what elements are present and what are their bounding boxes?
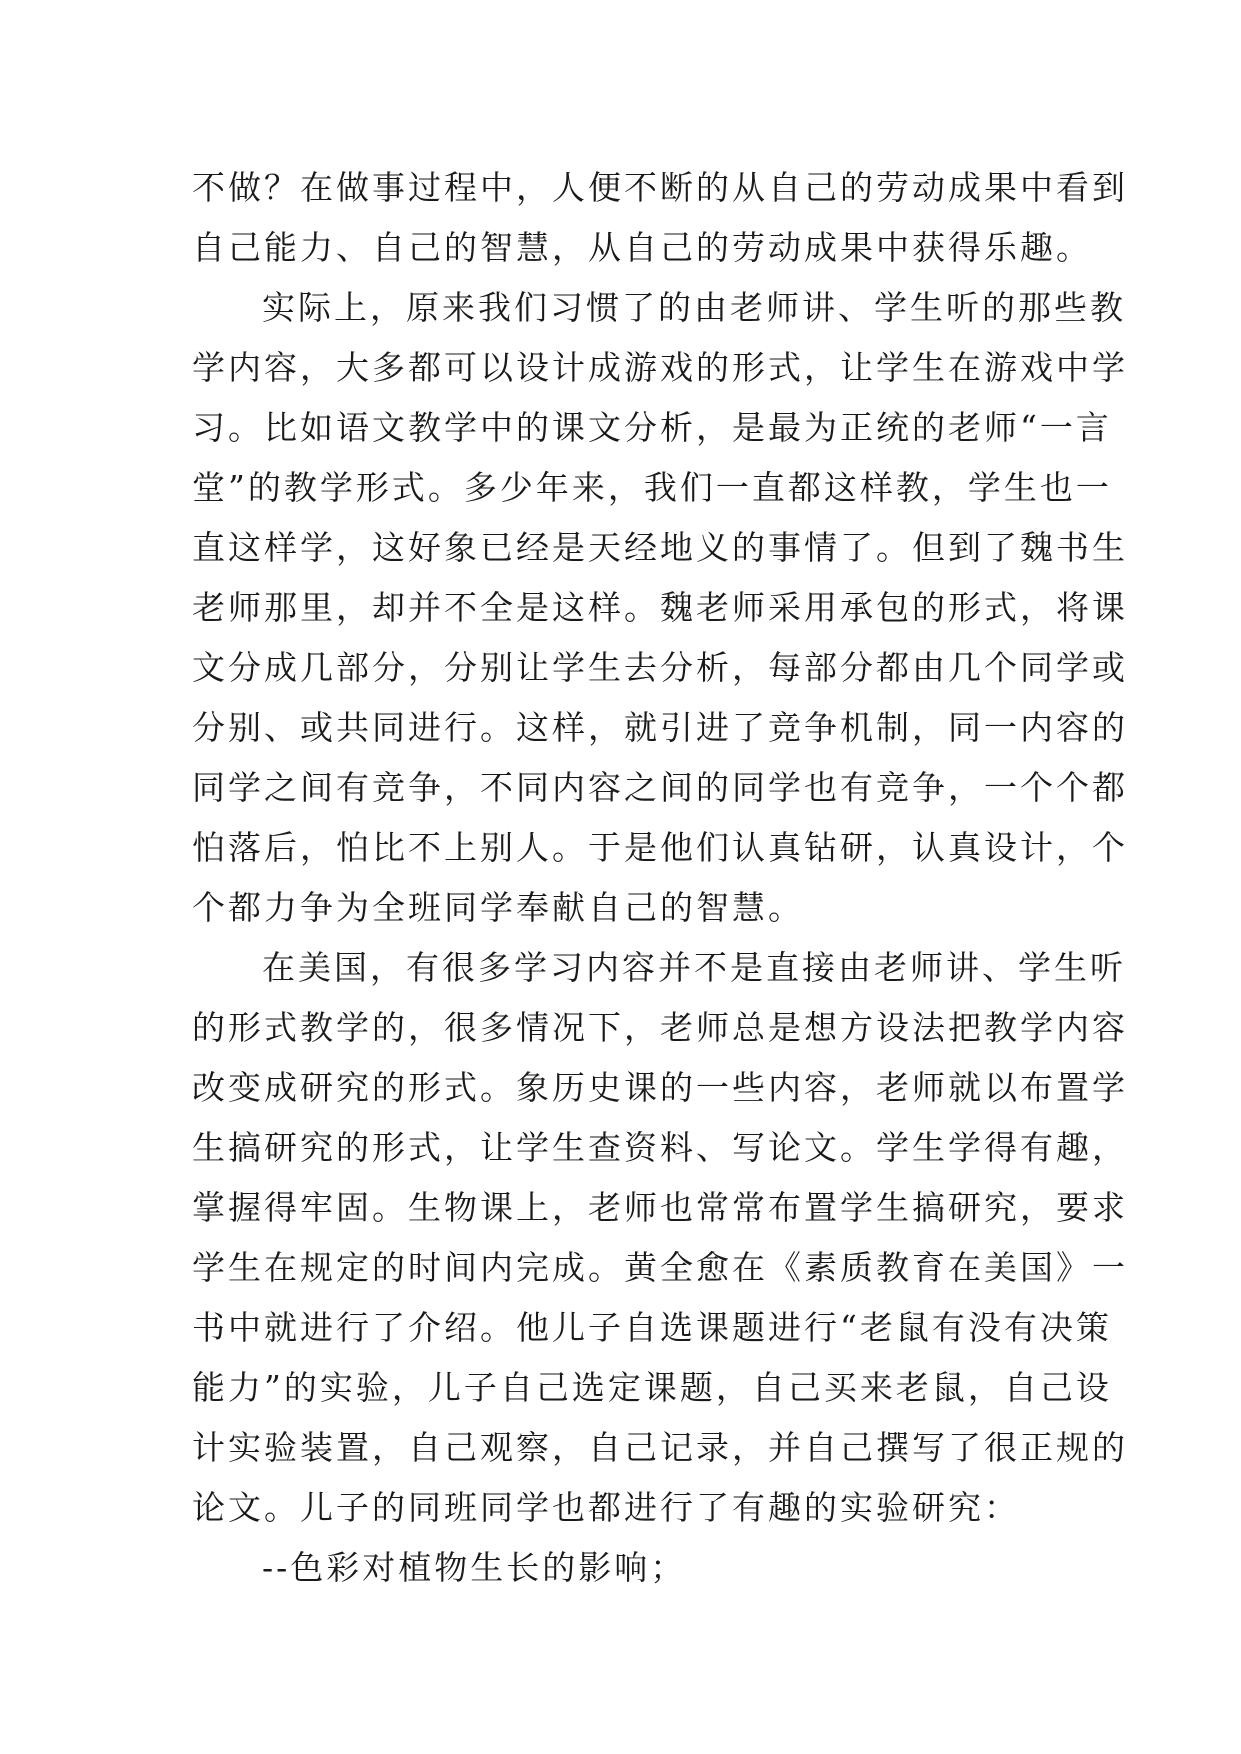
text-line: 不做？在做事过程中，人便不断的从自己的劳动成果中看到 [192,168,1128,207]
text-line: 习。比如语文教学中的课文分析，是最为正统的老师“一言 [192,408,1112,447]
text-line: 能力”的实验，儿子自己选定课题，自己买来老鼠，自己设 [192,1368,1112,1407]
text-line: 学生在规定的时间内完成。黄全愈在《素质教育在美国》一 [192,1248,1128,1287]
text-line: 堂”的教学形式。多少年来，我们一直都这样教，学生也一 [192,468,1112,507]
text-line: 计实验装置，自己观察，自己记录，并自己撰写了很正规的 [192,1428,1128,1467]
text-line: 改变成研究的形式。象历史课的一些内容，老师就以布置学 [192,1068,1128,1107]
text-line: 个都力争为全班同学奉献自己的智慧。 [192,888,804,927]
text-line: 生搞研究的形式，让学生查资料、写论文。学生学得有趣， [192,1128,1128,1167]
text-line: 掌握得牢固。生物课上，老师也常常布置学生搞研究，要求 [192,1188,1128,1227]
text-line: 老师那里，却并不全是这样。魏老师采用承包的形式，将课 [192,588,1128,627]
text-line: 分别、或共同进行。这样，就引进了竞争机制，同一内容的 [192,708,1128,747]
text-line: 直这样学，这好象已经是天经地义的事情了。但到了魏书生 [192,528,1128,567]
text-line: 同学之间有竞争，不同内容之间的同学也有竞争，一个个都 [192,768,1128,807]
paragraph-start-line: 实际上，原来我们习惯了的由老师讲、学生听的那些教 [262,288,1126,327]
body-text [192,158,1128,1598]
text-line: 文分成几部分，分别让学生去分析，每部分都由几个同学或 [192,648,1128,687]
text-line: 论文。儿子的同班同学也都进行了有趣的实验研究： [192,1488,1020,1527]
list-item-line: --色彩对植物生长的影响； [262,1548,687,1587]
text-line: 学内容，大多都可以设计成游戏的形式，让学生在游戏中学 [192,348,1128,387]
text-line: 书中就进行了介绍。他儿子自选课题进行“老鼠有没有决策 [192,1308,1112,1347]
text-line: 的形式教学的，很多情况下，老师总是想方设法把教学内容 [192,1008,1128,1047]
paragraph-start-line: 在美国，有很多学习内容并不是直接由老师讲、学生听 [262,948,1126,987]
text-line: 怕落后，怕比不上别人。于是他们认真钻研，认真设计，个 [192,828,1128,867]
text-line: 自己能力、自己的智慧，从自己的劳动成果中获得乐趣。 [192,228,1092,267]
